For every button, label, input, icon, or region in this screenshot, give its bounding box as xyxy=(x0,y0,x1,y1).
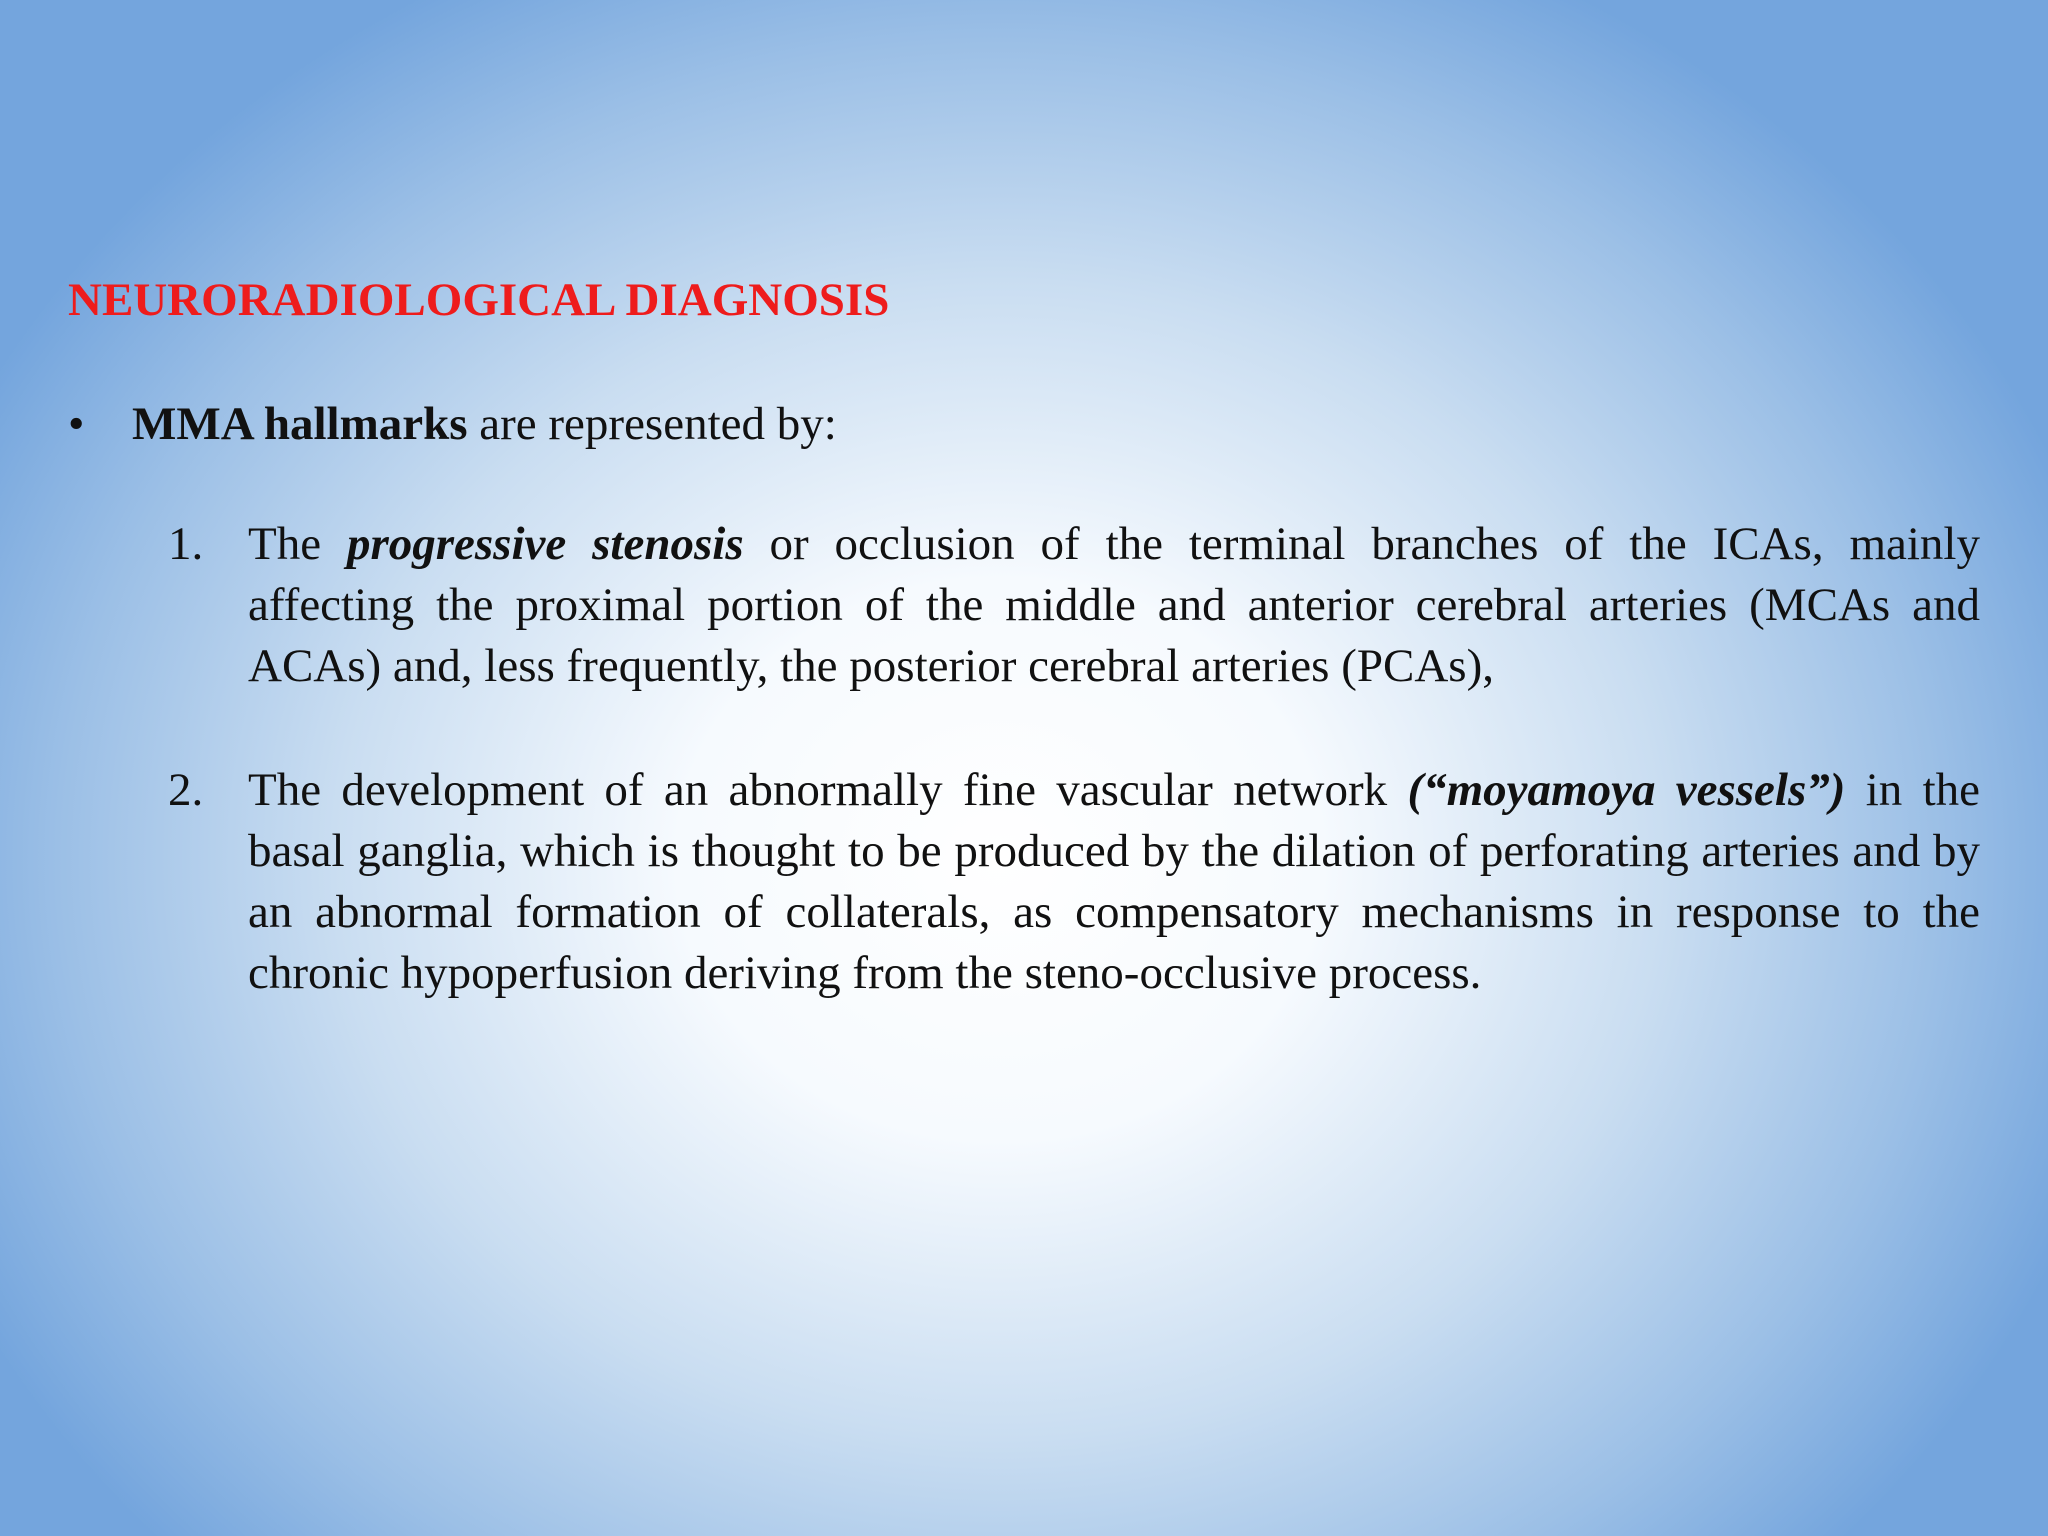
list-item-number: 1. xyxy=(168,518,204,570)
list-item-2 xyxy=(168,760,1980,1004)
slide-heading: NEURORADIOLOGICAL DIAGNOSIS xyxy=(68,274,890,326)
list-item-1 xyxy=(168,514,1980,697)
bullet-marker: • xyxy=(68,398,85,450)
list-item-text-end: or occlusion of the terminal branches of the ICAs, mainly affecting the proximal portion of the middle and anterior cerebral arteries (MCAs and ACAs) and, less frequently, the posterior cerebral arteries (PCAs), xyxy=(248,518,1980,692)
list-item-text-end: in the basal ganglia, which is thought to be produced by the dilation of perforating arteries and by an abnormal formation of collaterals, as compensatory mechanisms in response to the chronic hypoperfusion deriving from the steno-occlusive process. xyxy=(248,764,1980,999)
list-item-number: 2. xyxy=(168,764,204,816)
list-item-text-start: The development of an abnormally fine vascular network xyxy=(248,764,1408,816)
list-item-text xyxy=(248,760,1980,1004)
list-item-text xyxy=(248,514,1980,697)
bullet-point xyxy=(68,394,837,454)
list-item-emphasis: progressive stenosis xyxy=(346,518,744,570)
bullet-text: are represented by: xyxy=(467,398,837,450)
list-item-emphasis: (“moyamoya vessels”) xyxy=(1407,764,1846,816)
list-item-text-start: The xyxy=(248,518,347,570)
bullet-bold-lead: MMA hallmarks xyxy=(132,398,468,450)
